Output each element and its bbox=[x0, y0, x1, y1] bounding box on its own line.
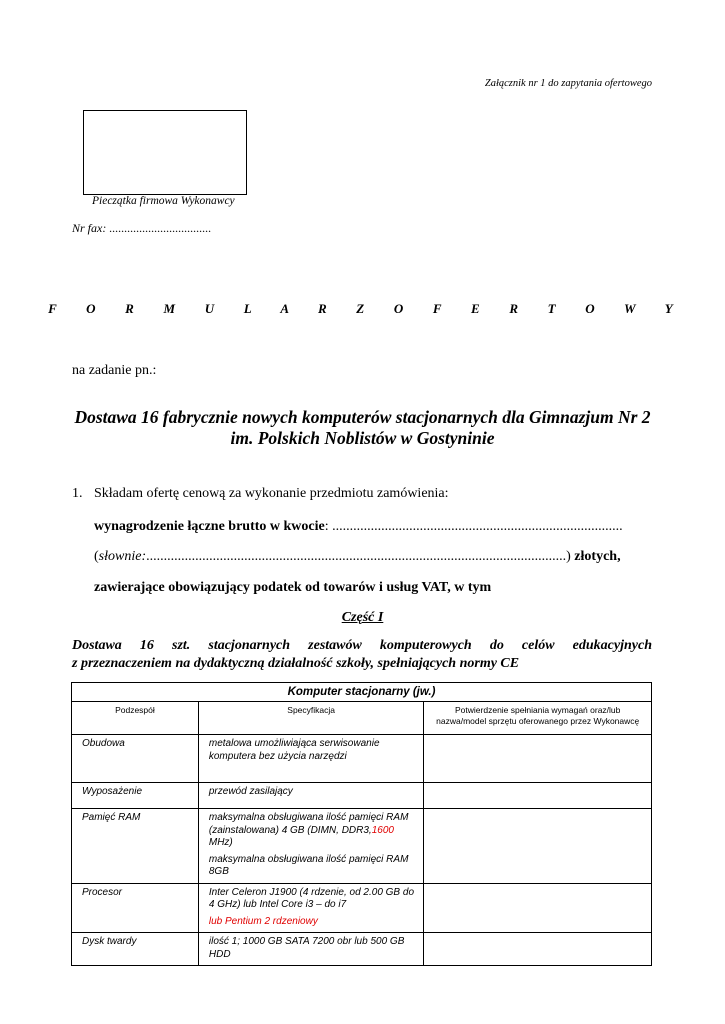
delivery-line2: z przeznaczeniem na dydaktyczną działalność szkoły, spełniających normy CE bbox=[72, 656, 520, 671]
row-component: Dysk twardy bbox=[72, 933, 199, 966]
row-component: Pamięć RAM bbox=[72, 809, 199, 884]
main-title bbox=[60, 407, 665, 449]
vat-line: zawierające obowiązujący podatek od towarów i usług VAT, w tym bbox=[94, 580, 492, 595]
total-label: wynagrodzenie łączne brutto w kwocie bbox=[94, 519, 325, 534]
company-stamp-box bbox=[83, 110, 247, 195]
main-title-line1: Dostawa 16 fabrycznie nowych komputerów stacjonarnych dla Gimnazjum Nr 2 bbox=[74, 407, 651, 427]
spec-text: Inter Celeron J1900 (4 rdzenie, od 2.00 GB do 4 GHz) lub Intel Core i3 – do i7 bbox=[208, 886, 415, 910]
words-open: ( bbox=[94, 549, 99, 564]
row-spec bbox=[198, 783, 424, 809]
words-dots: ........................................................................................................................ bbox=[146, 549, 567, 564]
row-confirmation-cell bbox=[424, 933, 652, 966]
table-caption: Komputer stacjonarny (jw.) bbox=[72, 683, 652, 702]
fax-line: Nr fax: .................................. bbox=[72, 221, 212, 235]
row-confirmation-cell bbox=[424, 783, 652, 809]
table-row bbox=[72, 735, 652, 783]
amount-in-words-line bbox=[94, 549, 621, 565]
total-amount-line bbox=[94, 519, 623, 535]
row-spec bbox=[198, 933, 424, 966]
total-dots: : ................................................................................... bbox=[324, 519, 623, 534]
row-confirmation-cell bbox=[424, 883, 652, 933]
spec-text: ilość 1; 1000 GB SATA 7200 obr lub 500 GB HDD bbox=[208, 936, 405, 960]
header-component: Podzespół bbox=[72, 702, 199, 735]
header-specification: Specyfikacja bbox=[198, 702, 424, 735]
spec-highlight: 1600 bbox=[371, 824, 394, 836]
spec-text bbox=[209, 812, 419, 850]
spec-table bbox=[71, 682, 652, 966]
attachment-note: Załącznik nr 1 do zapytania ofertowego bbox=[484, 78, 652, 89]
spec-text: maksymalna obsługiwana ilość pamięci RAM 8GB bbox=[208, 853, 409, 877]
row-spec bbox=[198, 809, 424, 884]
row-spec bbox=[198, 735, 424, 783]
words-label: słownie: bbox=[98, 549, 147, 564]
words-close: ) bbox=[566, 549, 571, 564]
part-title: Część I bbox=[341, 610, 384, 625]
table-row bbox=[72, 809, 652, 884]
spec-text-a: maksymalna obsługiwana ilość pamięci RAM (zainstalowana) 4 GB (DIMN, DDR3, bbox=[208, 812, 409, 836]
header-confirmation: Potwierdzenie spełniania wymagań oraz/lub nazwa/model sprzętu oferowanego przez Wykonawcę bbox=[424, 702, 652, 735]
row-spec bbox=[198, 883, 424, 933]
offer-item-1 bbox=[72, 486, 449, 502]
spec-text: przewód zasilający bbox=[208, 786, 293, 797]
table-row bbox=[72, 883, 652, 933]
row-confirmation-cell bbox=[424, 809, 652, 884]
delivery-description bbox=[72, 637, 652, 673]
spec-text: metalowa umożliwiająca serwisowanie komputera bez użycia narzędzi bbox=[208, 738, 380, 762]
row-component: Obudowa bbox=[72, 735, 199, 783]
table-row bbox=[72, 783, 652, 809]
delivery-line1: Dostawa 16 szt. stacjonarnych zestawów komputerowych do celów edukacyjnych bbox=[72, 638, 652, 653]
item-number: 1. bbox=[72, 486, 83, 501]
spec-text-b: MHz) bbox=[208, 837, 233, 848]
row-component: Wyposażenie bbox=[72, 783, 199, 809]
table-row bbox=[72, 933, 652, 966]
main-title-line2: im. Polskich Noblistów w Gostyninie bbox=[230, 428, 495, 448]
form-title: F O R M U L A R Z O F E R T O W Y bbox=[48, 301, 677, 316]
stamp-label: Pieczątka firmowa Wykonawcy bbox=[92, 195, 235, 207]
row-confirmation-cell bbox=[424, 735, 652, 783]
words-currency: złotych, bbox=[574, 549, 621, 564]
row-component: Procesor bbox=[72, 883, 199, 933]
spec-highlight: lub Pentium 2 rdzeniowy bbox=[208, 915, 318, 927]
item-text: Składam ofertę cenową za wykonanie przedmiotu zamówienia: bbox=[94, 486, 449, 501]
task-label: na zadanie pn.: bbox=[72, 363, 157, 378]
